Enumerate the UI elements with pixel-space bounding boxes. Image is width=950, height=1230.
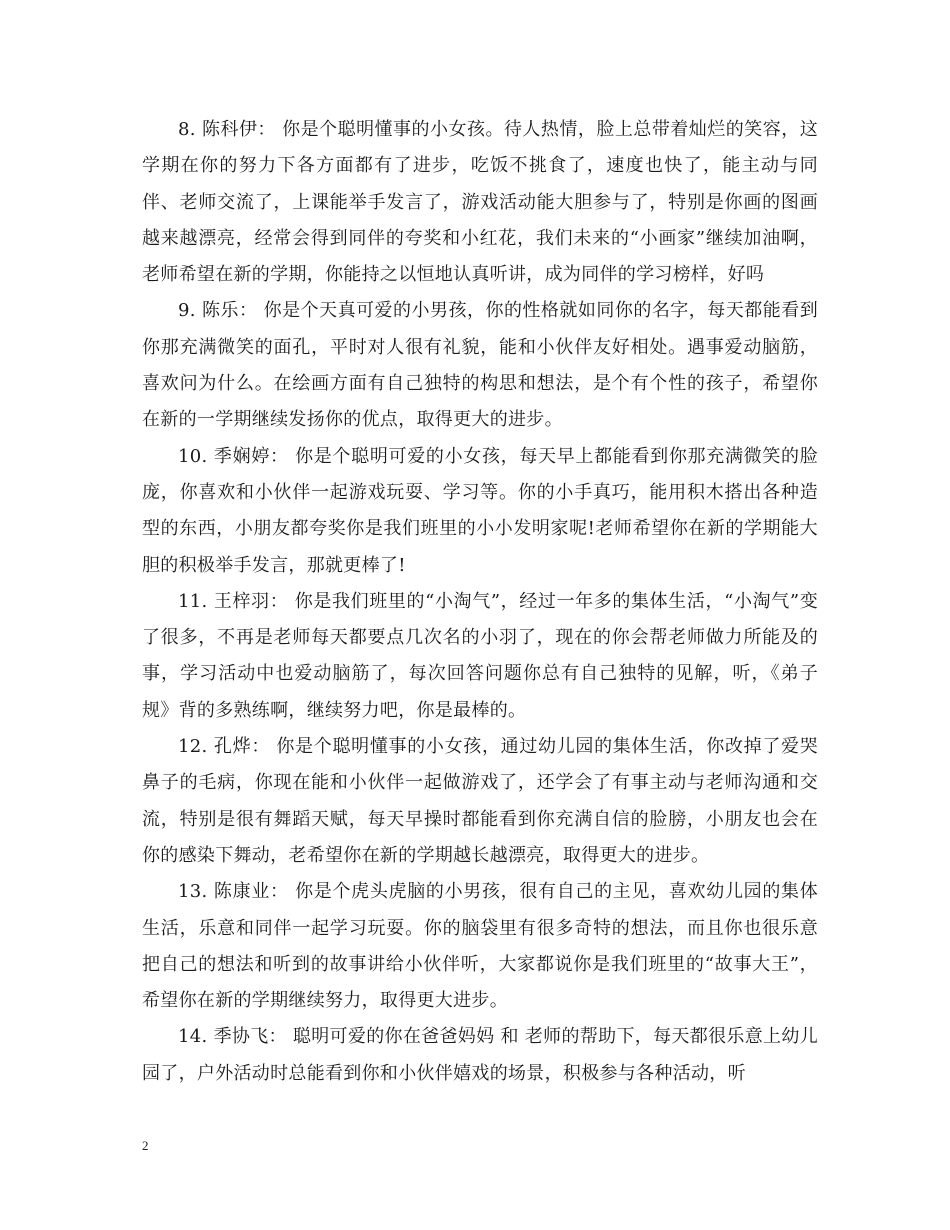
comment-paragraph-10: 10. 季娴婷： 你是个聪明可爱的小女孩，每天早上都能看到你那充满微笑的脸庞，你喜欢和小伙伴一起游戏玩耍、学习等。你的小手真巧，能用积木搭出各种造型的东西，小朋友都夸奖你是我们班里的小小发明家呢!老师希望你在新的学期能大胆的积极举手发言，那就更棒了!: [142, 445, 818, 576]
page-number: 2: [142, 1138, 149, 1153]
comment-paragraph-14: 14. 季协飞： 聪明可爱的你在爸爸妈妈 和 老师的帮助下，每天都很乐意上幼儿园了，户外活动时总能看到你和小伙伴嬉戏的场景，积极参与各种活动，听: [142, 1026, 818, 1084]
document-body: [142, 112, 818, 1092]
comment-paragraph-12: 12. 孔烨： 你是个聪明懂事的小女孩，通过幼儿园的集体生活，你改掉了爱哭鼻子的毛病，你现在能和小伙伴一起做游戏了，还学会了有事主动与老师沟通和交流，特别是很有舞蹈天赋，每天早操时都能看到你充满自信的脸膀，小朋友也会在你的感染下舞动，老希望你在新的学期越长越漂亮，取得更大的进步。: [142, 736, 818, 866]
comment-paragraph-13: 13. 陈康业： 你是个虎头虎脑的小男孩，很有自己的主见，喜欢幼儿园的集体生活，乐意和同伴一起学习玩耍。你的脑袋里有很多奇特的想法，而且你也很乐意把自己的想法和听到的故事讲给小伙伴听，大家都说你是我们班里的“故事大王”，希望你在新的学期继续努力，取得更大进步。: [142, 881, 818, 1012]
comment-paragraph-11: 11. 王梓羽： 你是我们班里的“小淘气”，经过一年多的集体生活，“小淘气”变了很多，不再是老师每天都要点几次名的小羽了，现在的你会帮老师做力所能及的事，学习活动中也爱动脑筋了，每次回答问题你总有自己独特的见解，听，《弟子规》背的多熟练啊，继续努力吧，你是最棒的。: [142, 590, 818, 721]
comment-paragraph-9: 9. 陈乐： 你是个天真可爱的小男孩，你的性格就如同你的名字，每天都能看到你那充满微笑的面孔，平时对人很有礼貌，能和小伙伴友好相处。遇事爱动脑筋，喜欢问为什么。在绘画方面有自己独特的构思和想法，是个有个性的孩子，希望你在新的一学期继续发扬你的优点，取得更大的进步。: [142, 300, 818, 431]
comment-paragraph-8: 8. 陈科伊： 你是个聪明懂事的小女孩。待人热情，脸上总带着灿烂的笑容，这学期在你的努力下各方面都有了进步，吃饭不挑食了，速度也快了，能主动与同伴、老师交流了，上课能举手发言了，游戏活动能大胆参与了，特别是你画的图画越来越漂亮，经常会得到同伴的夸奖和小红花，我们未来的“小画家”继续加油啊，老师希望在新的学期，你能持之以恒地认真听讲，成为同伴的学习榜样，好吗: [142, 119, 818, 286]
